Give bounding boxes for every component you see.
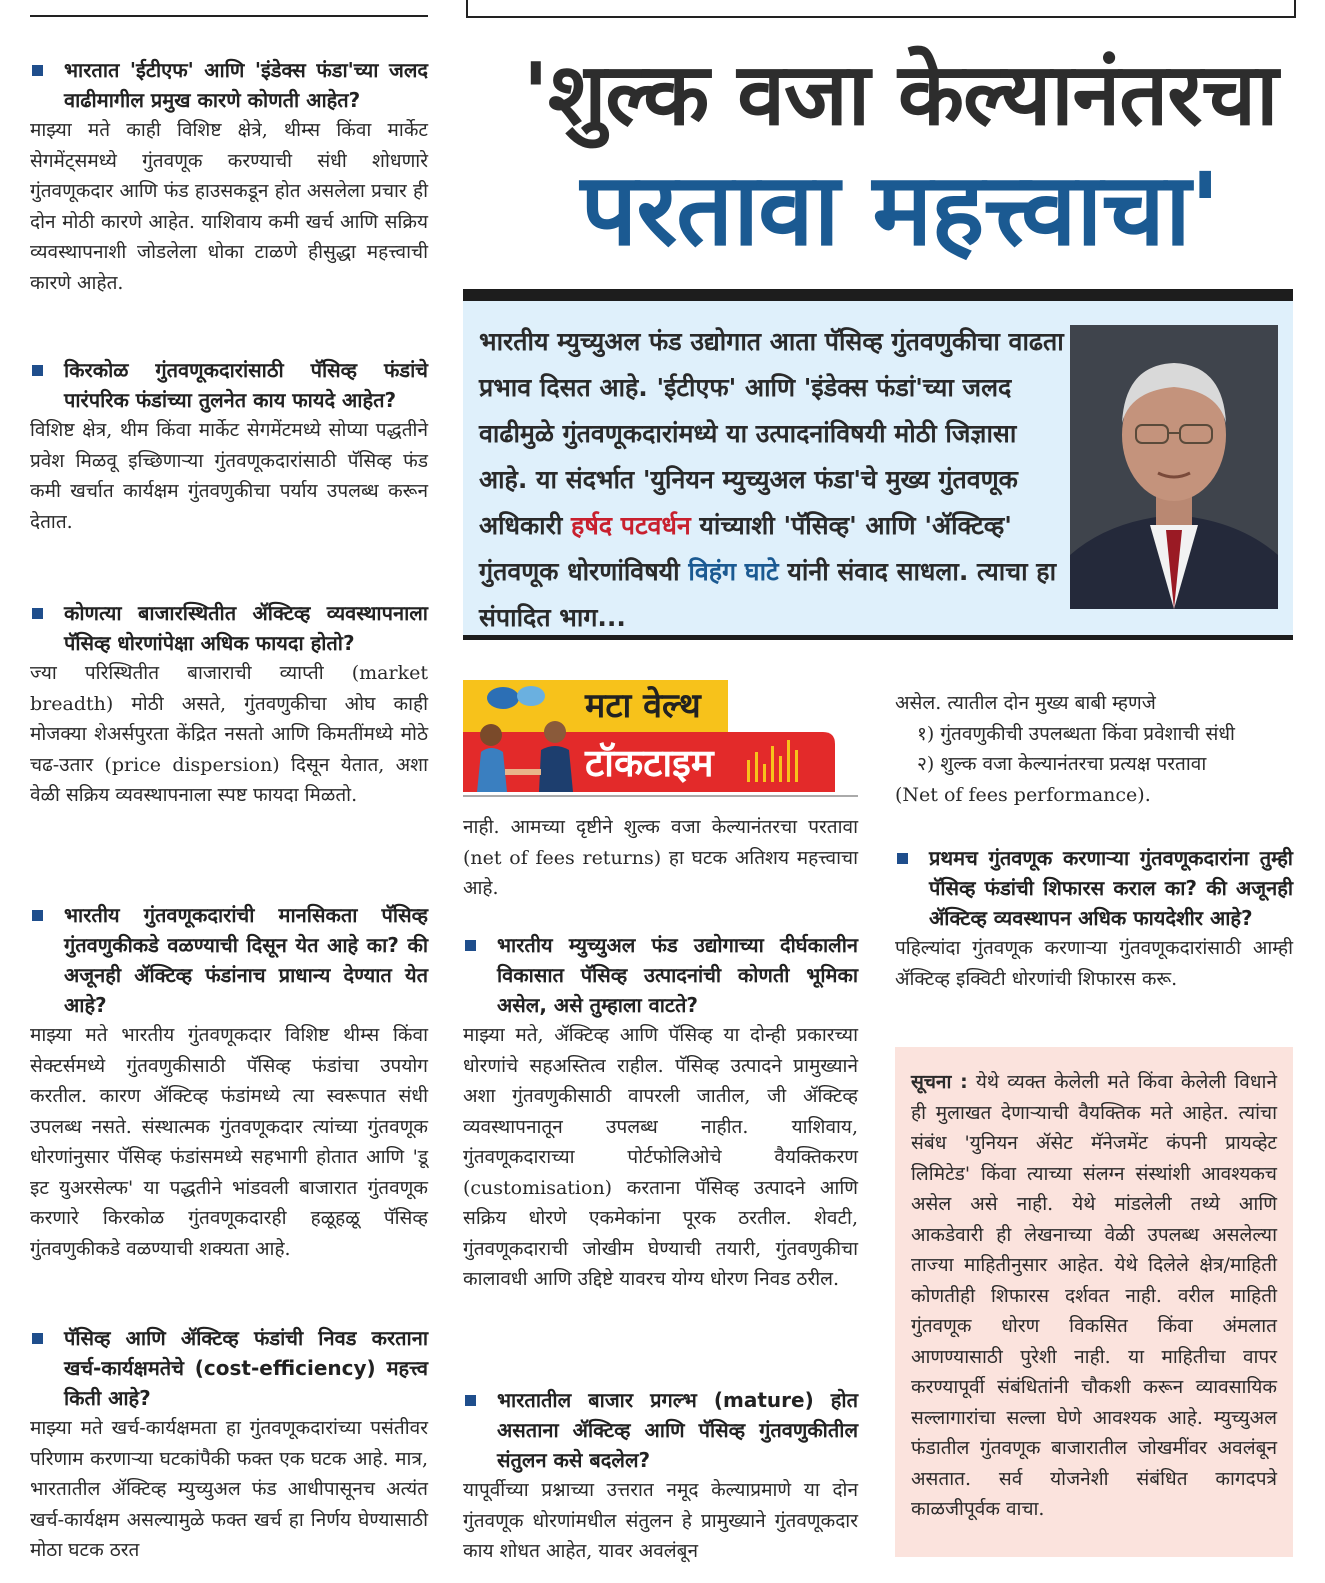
question-text: भारतात 'ईटीएफ' आणि 'इंडेक्स फंडा'च्या जलद वाढीमागील प्रमुख कारणे कोणती आहेत? [64, 58, 428, 112]
intro-part-1: भारतीय म्युच्युअल फंड उद्योगात आता पॅसिव्ह गुंतवणुकीचा वाढता प्रभाव दिसत आहे. 'ईटीएफ' आणि 'इंडेक्स फंडां'च्या जलद वाढीमुळे गुंतवणूकदारांमध्ये या उत्पादनांविषयी मोठी जिज्ञासा आहे. या संदर्भात 'युनियन म्युच्युअल फंडा'चे मुख्य गुंतवणूक अधिकारी [479, 327, 1064, 540]
qa-block-4 [30, 900, 428, 1264]
continuation-text: नाही. आमच्या दृष्टीने शुल्क वजा केल्यानंतरचा परतावा (net of fees returns) हा घटक अतिशय महत्त्वाचा आहे. [463, 816, 858, 899]
question-heading [30, 355, 428, 415]
question-heading [895, 843, 1293, 933]
article-headline [500, 40, 1300, 270]
badge-title-line-2: टॉकटाइम [585, 741, 714, 785]
question-text: किरकोळ गुंतवणूकदारांसाठी पॅसिव्ह फंडांचे पारंपरिक फंडांच्या तुलनेत काय फायदे आहेत? [64, 358, 428, 412]
question-text: प्रथमच गुंतवणूक करणाऱ्या गुंतवणूकदारांना तुम्ही पॅसिव्ह फंडांची शिफारस कराल का? की अजूनही ॲक्टिव्ह व्यवस्थापन अधिक फायदेशीर आहे? [929, 846, 1293, 930]
point-2: २) शुल्क वजा केल्यानंतरचा प्रत्यक्ष परतावा [917, 753, 1207, 775]
answer-text: ज्या परिस्थितीत बाजाराची व्याप्ती (market breadth) मोठी असते, गुंतवणुकीचा ओघ काही मोजक्या शेअर्सपुरता केंद्रित नसतो आणि किमतींमध्ये मोठे चढ-उतार (price dispersion) दिसून येतात, अशा वेळी सक्रिय व्यवस्थापनाला स्पष्ट फायदा मिळतो. [30, 662, 428, 806]
question-heading [30, 55, 428, 115]
point-1: १) गुंतवणुकीची उपलब्धता किंवा प्रवेशाची संधी [917, 722, 1235, 745]
question-text: भारतीय म्युच्युअल फंड उद्योगाच्या दीर्घकालीन विकासात पॅसिव्ह उत्पादनांची कोणती भूमिका असेल, असे तुम्हाला वाटते? [497, 933, 858, 1017]
answer-text: यापूर्वीच्या प्रश्नाच्या उत्तरात नमूद केल्याप्रमाणे या दोन गुंतवणूक धोरणांमधील संतुलन हे प्रामुख्याने गुंतवणूकदार काय शोधत आहेत, यावर अवलंबून [463, 1479, 858, 1562]
square-bullet-icon [897, 853, 908, 864]
question-heading [30, 598, 428, 658]
square-bullet-icon [32, 365, 43, 376]
disclaimer-text: येथे व्यक्त केलेली मते किंवा केलेली विधाने ही मुलाखत देणाऱ्याची वैयक्तिक मते आहेत. त्यांचा संबंध 'युनियन ॲसेट मॅनेजमेंट कंपनी प्रायव्हेट लिमिटेड' किंवा त्याच्या संलग्न संस्थांशी आवश्यकच असेल असे नाही. येथे मांडलेली तथ्ये आणि आकडेवारी ही लेखनाच्या वेळी उपलब्ध असलेल्या ताज्या माहितीनुसार आहेत. येथे दिलेले क्षेत्र/माहिती कोणतीही शिफारस दर्शवत नाही. वरील माहिती गुंतवणूक धोरण विकसित किंवा अंमलात आणण्यासाठी पुरेशी नाही. या माहितीचा वापर करण्यापूर्वी संबंधितांनी चौकशी करून व्यावसायिक सल्लागारांचा सल्ला घेणे आवश्यक आहे. म्युच्युअल फंडातील गुंतवणूक बाजारातील जोखमींवर अवलंबून असतात. सर्व योजनेशी संबंधित कागदपत्रे काळजीपूर्वक वाचा. [911, 1071, 1278, 1520]
qa-block-3 [30, 598, 428, 811]
intro-part-2: यांच्याशी 'पॅसिव्ह' आणि 'ॲक्टिव्ह' गुंतवणूक धोरणांविषयी [479, 511, 1012, 586]
badge-title-line-1: मटा वेल्थ [585, 686, 701, 726]
answer-text: विशिष्ट क्षेत्र, थीम किंवा मार्केट सेगमेंटमध्ये सोप्या पद्धतीने प्रवेश मिळवू इच्छिणाऱ्या गुंतवणूकदारांसाठी पॅसिव्ह फंड कमी खर्चात कार्यक्षम गुंतवणुकीचा पर्याय उपलब्ध करून देतात. [30, 419, 428, 533]
middle-qa-2 [463, 1385, 858, 1567]
question-text: भारतीय गुंतवणूकदारांची मानसिकता पॅसिव्ह गुंतवणुकीकडे वळण्याची दिसून येत आहे का? की अजूनही ॲक्टिव्ह फंडांनाच प्राधान्य देण्यात येत आहे? [64, 903, 428, 1017]
question-heading [30, 1323, 428, 1413]
disclaimer-label: सूचना : [911, 1071, 968, 1093]
right-continuation [895, 688, 1293, 810]
qa-block-5 [30, 1323, 428, 1566]
qa-block-2 [30, 355, 428, 537]
portrait-photo [1070, 325, 1278, 609]
question-text: कोणत्या बाजारस्थितीत ॲक्टिव्ह व्यवस्थापनाला पॅसिव्ह धोरणांपेक्षा अधिक फायदा होतो? [64, 601, 428, 655]
question-heading [463, 1385, 858, 1475]
right-qa [895, 843, 1293, 994]
top-rule [30, 15, 428, 17]
points-tail: (Net of fees performance). [895, 783, 1151, 806]
interviewee-name: हर्षद पटवर्धन [571, 511, 691, 540]
answer-text: माझ्या मते, ॲक्टिव्ह आणि पॅसिव्ह या दोन्ही प्रकारच्या धोरणांचे सहअस्तित्व राहील. पॅसिव्ह उत्पादने प्रामुख्याने अशा गुंतवणुकीसाठी वापरली जातील, जी ॲक्टिव्ह व्यवस्थापनातून उपलब्ध नाहीत. याशिवाय, गुंतवणूकदाराच्या पोर्टफोलिओचे वैयक्तिकरण (customisation) करताना पॅसिव्ह उत्पादने आणि सक्रिय धोरणे एकमेकांना पूरक ठरतील. शेवटी, गुंतवणूकदाराची जोखीम घेण्याची तयारी, गुंतवणुकीचा कालावधी आणि उद्दिष्टे यावरच योग्य धोरण निवड ठरील. [463, 1024, 858, 1290]
intro-text [479, 319, 1064, 641]
square-bullet-icon [32, 65, 43, 76]
wealth-talktime-badge [463, 680, 858, 798]
question-text: पॅसिव्ह आणि ॲक्टिव्ह फंडांची निवड करताना खर्च-कार्यक्षमतेचे (cost-efficiency) महत्त्व किती आहे? [64, 1326, 428, 1410]
square-bullet-icon [465, 940, 476, 951]
disclaimer-box [895, 1047, 1293, 1557]
middle-qa-1 [463, 930, 858, 1295]
interviewer-name: विहंग घाटे [688, 557, 779, 586]
middle-continuation [463, 812, 858, 904]
intro-box [463, 289, 1293, 640]
square-bullet-icon [32, 910, 43, 921]
answer-text: पहिल्यांदा गुंतवणूक करणाऱ्या गुंतवणूकदारांसाठी आम्ही ॲक्टिव्ह इक्विटी धोरणांची शिफारस करू. [895, 937, 1293, 990]
answer-text: माझ्या मते भारतीय गुंतवणूकदार विशिष्ट थीम्स किंवा सेक्टर्समध्ये गुंतवणुकीसाठी पॅसिव्ह फंडांचा उपयोग करतील. कारण ॲक्टिव्ह फंडांमध्ये त्या स्वरूपात संधी उपलब्ध नसते. संस्थात्मक गुंतवणूकदार त्यांच्या गुंतवणूक धोरणांनुसार पॅसिव्ह फंडांसमध्ये सहभागी होतात आणि 'डू इट युअरसेल्फ' या पद्धतीने भांडवली बाजारात गुंतवणूक करणारे किरकोळ गुंतवणूकदारही हळूहळू पॅसिव्ह गुंतवणुकीकडे वळण्याची शक्यता आहे. [30, 1024, 428, 1260]
headline-line-2: परतावा महत्त्वाचा' [580, 151, 1220, 268]
intro-part-3: यांनी संवाद साधला. त्याचा हा संपादित भाग... [479, 557, 1057, 632]
question-text: भारतातील बाजार प्रगल्भ (mature) होत असताना ॲक्टिव्ह आणि पॅसिव्ह गुंतवणुकीतील संतुलन कसे बदलेल? [497, 1388, 858, 1472]
square-bullet-icon [32, 1333, 43, 1344]
headline-line-1: 'शुल्क वजा केल्यानंतरचा [522, 45, 1278, 145]
continuation-text: असेल. त्यातील दोन मुख्य बाबी म्हणजे [895, 692, 1156, 714]
top-box-frame [466, 0, 1296, 18]
answer-text: माझ्या मते काही विशिष्ट क्षेत्रे, थीम्स किंवा मार्केट सेगमेंट्समध्ये गुंतवणूक करण्याची संधी शोधणारे गुंतवणूकदार आणि फंड हाउसकडून होत असलेला प्रचार ही दोन मोठी कारणे आहेत. याशिवाय कमी खर्च आणि सक्रिय व्यवस्थापनाशी जोडलेला धोका टाळणे हीसुद्धा महत्त्वाची कारणे आहेत. [30, 119, 428, 294]
square-bullet-icon [32, 608, 43, 619]
square-bullet-icon [465, 1395, 476, 1406]
person-portrait-icon [1070, 325, 1278, 609]
question-heading [30, 900, 428, 1020]
question-heading [463, 930, 858, 1020]
qa-block-1 [30, 55, 428, 298]
answer-text: माझ्या मते खर्च-कार्यक्षमता हा गुंतवणूकदारांच्या पसंतीवर परिणाम करणाऱ्या घटकांपैकी फक्त एक घटक आहे. मात्र, भारतातील ॲक्टिव्ह म्युच्युअल फंड आधीपासूनच अत्यंत खर्च-कार्यक्षम असल्यामुळे फक्त खर्च हा निर्णय घेण्यासाठी मोठा घटक ठरत [30, 1417, 428, 1561]
